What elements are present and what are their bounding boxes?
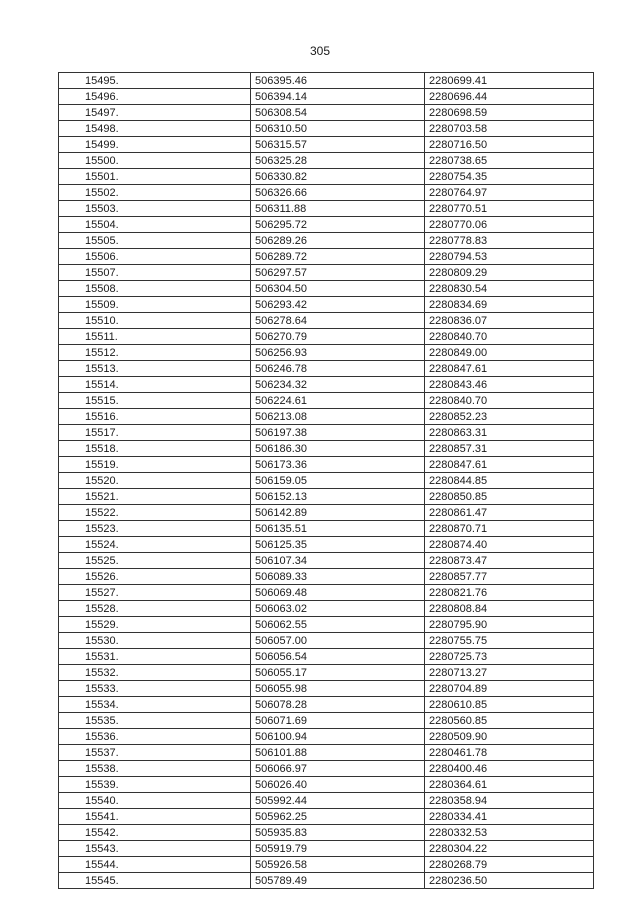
y-coordinate-cell: 2280755.75 [425,633,594,649]
x-coordinate-cell: 506289.72 [251,249,425,265]
table-row [59,313,594,329]
table-row [59,681,594,697]
y-coordinate-cell: 2280358.94 [425,793,594,809]
x-coordinate-cell: 506270.79 [251,329,425,345]
x-coordinate-cell: 506026.40 [251,777,425,793]
table-row [59,569,594,585]
y-coordinate-cell: 2280713.27 [425,665,594,681]
point-id-cell: 15499. [59,137,251,153]
point-id-cell: 15545. [59,873,251,889]
point-id-cell: 15522. [59,505,251,521]
x-coordinate-cell: 506295.72 [251,217,425,233]
x-coordinate-cell: 505935.83 [251,825,425,841]
x-coordinate-cell: 506071.69 [251,713,425,729]
x-coordinate-cell: 506308.54 [251,105,425,121]
y-coordinate-cell: 2280847.61 [425,457,594,473]
y-coordinate-cell: 2280560.85 [425,713,594,729]
point-id-cell: 15521. [59,489,251,505]
point-id-cell: 15502. [59,185,251,201]
x-coordinate-cell: 506142.89 [251,505,425,521]
point-id-cell: 15512. [59,345,251,361]
y-coordinate-cell: 2280850.85 [425,489,594,505]
y-coordinate-cell: 2280304.22 [425,841,594,857]
y-coordinate-cell: 2280699.41 [425,73,594,89]
y-coordinate-cell: 2280863.31 [425,425,594,441]
point-id-cell: 15524. [59,537,251,553]
point-id-cell: 15515. [59,393,251,409]
table-row [59,201,594,217]
table-row [59,377,594,393]
x-coordinate-cell: 506057.00 [251,633,425,649]
table-row [59,617,594,633]
page-number: 305 [309,44,331,58]
point-id-cell: 15525. [59,553,251,569]
point-id-cell: 15503. [59,201,251,217]
x-coordinate-cell: 506056.54 [251,649,425,665]
point-id-cell: 15498. [59,121,251,137]
point-id-cell: 15505. [59,233,251,249]
x-coordinate-cell: 506173.36 [251,457,425,473]
y-coordinate-cell: 2280794.53 [425,249,594,265]
y-coordinate-cell: 2280716.50 [425,137,594,153]
x-coordinate-cell: 506278.64 [251,313,425,329]
point-id-cell: 15517. [59,425,251,441]
y-coordinate-cell: 2280770.51 [425,201,594,217]
point-id-cell: 15511. [59,329,251,345]
point-id-cell: 15510. [59,313,251,329]
point-id-cell: 15535. [59,713,251,729]
y-coordinate-cell: 2280852.23 [425,409,594,425]
table-row [59,297,594,313]
x-coordinate-cell: 506394.14 [251,89,425,105]
table-row [59,73,594,89]
x-coordinate-cell: 506063.02 [251,601,425,617]
point-id-cell: 15529. [59,617,251,633]
y-coordinate-cell: 2280764.97 [425,185,594,201]
table-row [59,425,594,441]
point-id-cell: 15516. [59,409,251,425]
point-id-cell: 15532. [59,665,251,681]
table-row [59,457,594,473]
point-id-cell: 15540. [59,793,251,809]
table-row [59,793,594,809]
point-id-cell: 15541. [59,809,251,825]
y-coordinate-cell: 2280844.85 [425,473,594,489]
x-coordinate-cell: 506310.50 [251,121,425,137]
point-id-cell: 15526. [59,569,251,585]
table-row [59,265,594,281]
x-coordinate-cell: 505962.25 [251,809,425,825]
table-row [59,553,594,569]
y-coordinate-cell: 2280610.85 [425,697,594,713]
point-id-cell: 15543. [59,841,251,857]
x-coordinate-cell: 506101.88 [251,745,425,761]
x-coordinate-cell: 506326.66 [251,185,425,201]
y-coordinate-cell: 2280509.90 [425,729,594,745]
table-row [59,873,594,889]
x-coordinate-cell: 506293.42 [251,297,425,313]
table-row [59,473,594,489]
table-row [59,537,594,553]
y-coordinate-cell: 2280847.61 [425,361,594,377]
table-row [59,409,594,425]
point-id-cell: 15509. [59,297,251,313]
table-row [59,521,594,537]
table-row [59,153,594,169]
y-coordinate-cell: 2280268.79 [425,857,594,873]
y-coordinate-cell: 2280809.29 [425,265,594,281]
y-coordinate-cell: 2280703.58 [425,121,594,137]
x-coordinate-cell: 506234.32 [251,377,425,393]
point-id-cell: 15501. [59,169,251,185]
x-coordinate-cell: 506297.57 [251,265,425,281]
y-coordinate-cell: 2280834.69 [425,297,594,313]
y-coordinate-cell: 2280870.71 [425,521,594,537]
x-coordinate-cell: 505919.79 [251,841,425,857]
point-id-cell: 15514. [59,377,251,393]
y-coordinate-cell: 2280754.35 [425,169,594,185]
y-coordinate-cell: 2280461.78 [425,745,594,761]
x-coordinate-cell: 506062.55 [251,617,425,633]
point-id-cell: 15533. [59,681,251,697]
x-coordinate-cell: 506289.26 [251,233,425,249]
y-coordinate-cell: 2280840.70 [425,393,594,409]
table-row [59,281,594,297]
x-coordinate-cell: 506159.05 [251,473,425,489]
table-row [59,633,594,649]
point-id-cell: 15518. [59,441,251,457]
table-row [59,761,594,777]
x-coordinate-cell: 506213.08 [251,409,425,425]
table-row [59,169,594,185]
y-coordinate-cell: 2280840.70 [425,329,594,345]
x-coordinate-cell: 506107.34 [251,553,425,569]
coordinates-table-body [59,73,594,889]
x-coordinate-cell: 506311.88 [251,201,425,217]
x-coordinate-cell: 506246.78 [251,361,425,377]
x-coordinate-cell: 506304.50 [251,281,425,297]
x-coordinate-cell: 506078.28 [251,697,425,713]
table-row [59,601,594,617]
table-row [59,361,594,377]
table-row [59,857,594,873]
x-coordinate-cell: 506197.38 [251,425,425,441]
x-coordinate-cell: 506100.94 [251,729,425,745]
table-row [59,185,594,201]
x-coordinate-cell: 506395.46 [251,73,425,89]
x-coordinate-cell: 506135.51 [251,521,425,537]
point-id-cell: 15527. [59,585,251,601]
x-coordinate-cell: 506315.57 [251,137,425,153]
y-coordinate-cell: 2280778.83 [425,233,594,249]
point-id-cell: 15534. [59,697,251,713]
y-coordinate-cell: 2280698.59 [425,105,594,121]
point-id-cell: 15531. [59,649,251,665]
table-row [59,777,594,793]
point-id-cell: 15530. [59,633,251,649]
x-coordinate-cell: 506089.33 [251,569,425,585]
y-coordinate-cell: 2280738.65 [425,153,594,169]
table-row [59,89,594,105]
point-id-cell: 15536. [59,729,251,745]
table-row [59,105,594,121]
table-row [59,249,594,265]
table-row [59,329,594,345]
x-coordinate-cell: 506186.30 [251,441,425,457]
point-id-cell: 15508. [59,281,251,297]
point-id-cell: 15542. [59,825,251,841]
table-row [59,137,594,153]
table-row [59,489,594,505]
table-row [59,713,594,729]
x-coordinate-cell: 505926.58 [251,857,425,873]
y-coordinate-cell: 2280696.44 [425,89,594,105]
y-coordinate-cell: 2280861.47 [425,505,594,521]
table-row [59,665,594,681]
table-row [59,825,594,841]
table-row [59,649,594,665]
y-coordinate-cell: 2280332.53 [425,825,594,841]
table-row [59,505,594,521]
x-coordinate-cell: 506125.35 [251,537,425,553]
point-id-cell: 15544. [59,857,251,873]
table-row [59,697,594,713]
point-id-cell: 15520. [59,473,251,489]
x-coordinate-cell: 505789.49 [251,873,425,889]
x-coordinate-cell: 506256.93 [251,345,425,361]
y-coordinate-cell: 2280857.31 [425,441,594,457]
table-row [59,441,594,457]
y-coordinate-cell: 2280843.46 [425,377,594,393]
point-id-cell: 15523. [59,521,251,537]
x-coordinate-cell: 506066.97 [251,761,425,777]
x-coordinate-cell: 506325.28 [251,153,425,169]
y-coordinate-cell: 2280849.00 [425,345,594,361]
y-coordinate-cell: 2280236.50 [425,873,594,889]
y-coordinate-cell: 2280725.73 [425,649,594,665]
y-coordinate-cell: 2280334.41 [425,809,594,825]
point-id-cell: 15504. [59,217,251,233]
table-row [59,345,594,361]
x-coordinate-cell: 506055.17 [251,665,425,681]
y-coordinate-cell: 2280704.89 [425,681,594,697]
y-coordinate-cell: 2280808.84 [425,601,594,617]
table-row [59,745,594,761]
y-coordinate-cell: 2280830.54 [425,281,594,297]
y-coordinate-cell: 2280874.40 [425,537,594,553]
x-coordinate-cell: 506069.48 [251,585,425,601]
point-id-cell: 15519. [59,457,251,473]
y-coordinate-cell: 2280873.47 [425,553,594,569]
table-row [59,217,594,233]
table-row [59,121,594,137]
y-coordinate-cell: 2280770.06 [425,217,594,233]
y-coordinate-cell: 2280836.07 [425,313,594,329]
table-row [59,841,594,857]
table-row [59,233,594,249]
point-id-cell: 15513. [59,361,251,377]
table-row [59,809,594,825]
x-coordinate-cell: 506152.13 [251,489,425,505]
y-coordinate-cell: 2280400.46 [425,761,594,777]
point-id-cell: 15539. [59,777,251,793]
y-coordinate-cell: 2280364.61 [425,777,594,793]
point-id-cell: 15496. [59,89,251,105]
table-row [59,729,594,745]
point-id-cell: 15537. [59,745,251,761]
point-id-cell: 15538. [59,761,251,777]
y-coordinate-cell: 2280857.77 [425,569,594,585]
point-id-cell: 15528. [59,601,251,617]
y-coordinate-cell: 2280821.76 [425,585,594,601]
x-coordinate-cell: 506330.82 [251,169,425,185]
x-coordinate-cell: 506224.61 [251,393,425,409]
table-row [59,585,594,601]
coordinates-table [58,72,594,889]
point-id-cell: 15500. [59,153,251,169]
point-id-cell: 15507. [59,265,251,281]
y-coordinate-cell: 2280795.90 [425,617,594,633]
x-coordinate-cell: 505992.44 [251,793,425,809]
table-row [59,393,594,409]
point-id-cell: 15506. [59,249,251,265]
point-id-cell: 15495. [59,73,251,89]
x-coordinate-cell: 506055.98 [251,681,425,697]
point-id-cell: 15497. [59,105,251,121]
